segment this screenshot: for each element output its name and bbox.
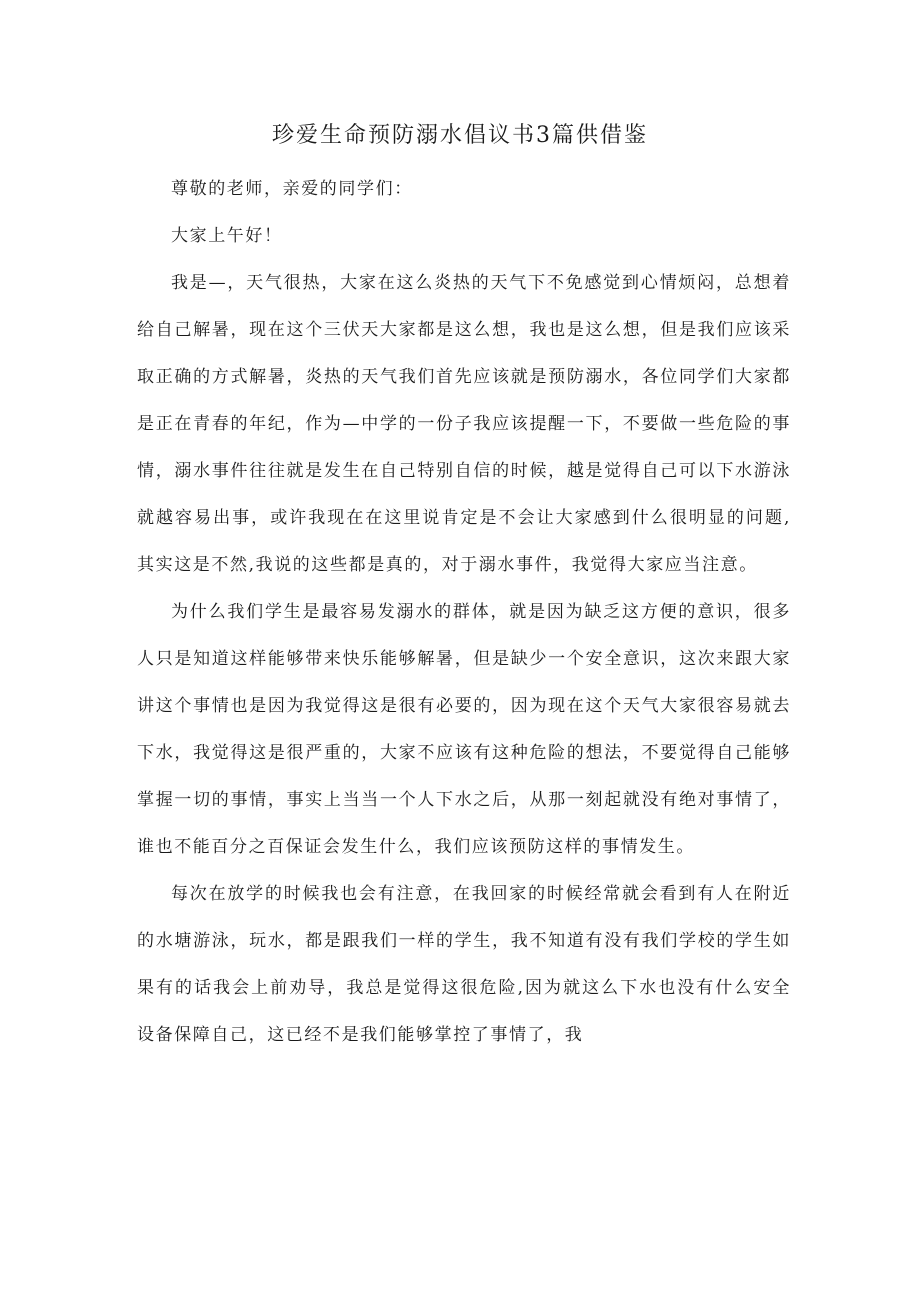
document-body (137, 166, 791, 1059)
greeting-paragraph: 大家上午好！ (171, 226, 283, 246)
body-paragraph: 每次在放学的时候我也会有注意，在我回家的时候经常就会看到有人在附近的水塘游泳，玩水，都是跟我们一样的学生，我不知道有没有我们学校的学生如果有的话我会上前劝导，我总是觉得这很危险,因为就这么下水也没有什么安全设备保障自己，这已经不是我们能够掌控了事情了，我 (137, 884, 791, 1045)
body-paragraph: 我是—，天气很热，大家在这么炎热的天气下不免感觉到心情烦闷，总想着给自己解暑，现在这个三伏天大家都是这么想，我也是这么想，但是我们应该采取正确的方式解暑，炎热的天气我们首先应该就是预防溺水，各位同学们大家都是正在青春的年纪，作为—中学的一份子我应该提醒一下，不要做一些危险的事情，溺水事件往往就是发生在自己特别自信的时候，越是觉得自己可以下水游泳就越容易出事，或许我现在在这里说肯定是不会让大家感到什么很明显的问题,其实这是不然,我说的这些都是真的，对于溺水事件，我觉得大家应当注意。 (137, 273, 791, 575)
salutation-paragraph: 尊敬的老师，亲爱的同学们： (171, 179, 413, 199)
body-paragraph: 为什么我们学生是最容易发溺水的群体，就是因为缺乏这方便的意识，很多人只是知道这样能够带来快乐能够解暑，但是缺少一个安全意识，这次来跟大家讲这个事情也是因为我觉得这是很有必要的，因为现在这个天气大家很容易就去下水，我觉得这是很严重的，大家不应该有这种危险的想法，不要觉得自己能够掌握一切的事情，事实上当当一个人下水之后，从那一刻起就没有绝对事情了，谁也不能百分之百保证会发生什么，我们应该预防这样的事情发生。 (137, 602, 791, 857)
document-title: 珍爱生命预防溺水倡议书3篇供借鉴 (272, 123, 648, 148)
